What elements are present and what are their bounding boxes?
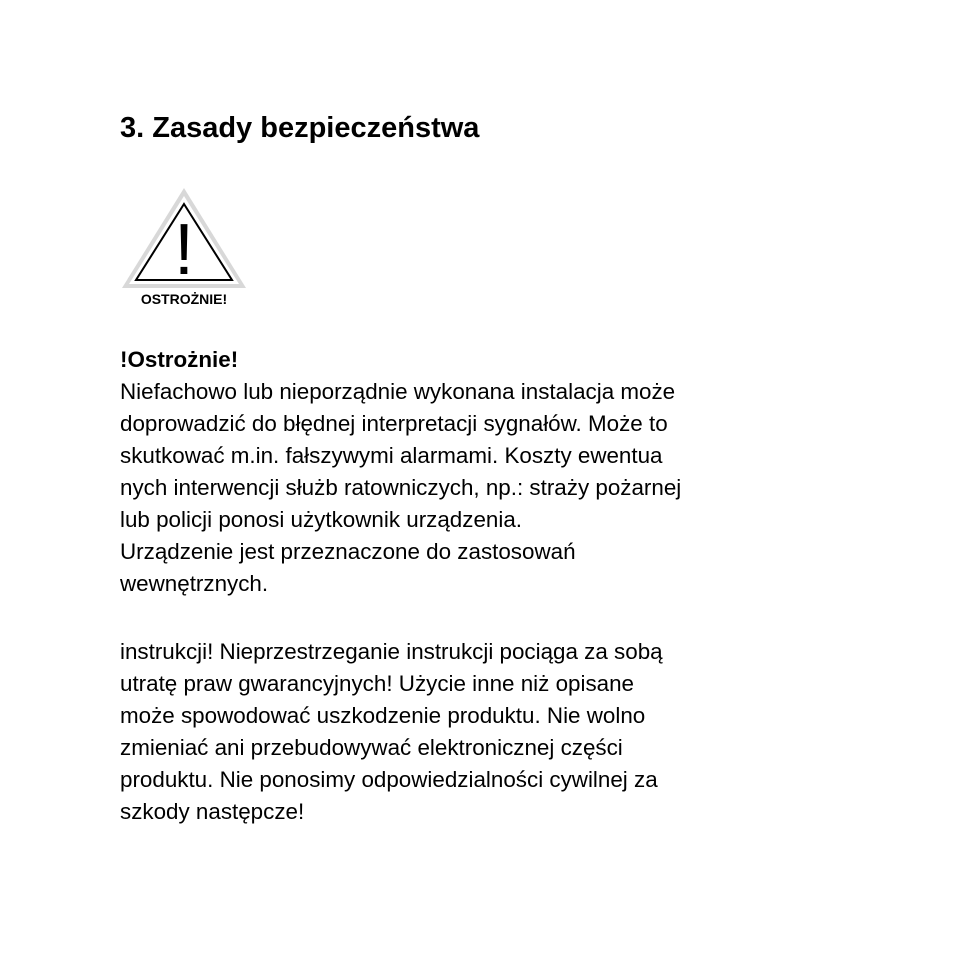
section-heading: 3. Zasady bezpieczeństwa [120,112,480,144]
caution-line: wewnętrznych. [120,571,269,596]
caution-line: Niefachowo lub nieporządnie wykonana instalacja może [120,379,676,404]
instructions-line: może spowodować uszkodzenie produktu. Nie wolno [120,703,646,728]
warning-sign [120,186,248,316]
instructions-line: szkody następcze! [120,799,305,824]
caution-title: !Ostrożnie! [120,347,239,372]
caution-line: nych interwencji służb ratowniczych, np.: straży pożarnej [120,475,682,500]
instructions-line: produktu. Nie ponosimy odpowiedzialności cywilnej za [120,767,658,792]
warning-label: OSTROŻNIE! [140,291,228,307]
instructions-line: utratę praw gwarancyjnych! Użycie inne niż opisane [120,671,635,696]
exclamation-mark: ! [173,210,195,290]
warning-triangle-icon [120,186,248,290]
caution-line: Urządzenie jest przeznaczone do zastosowań [120,539,576,564]
caution-line: doprowadzić do błędnej interpretacji sygnałów. Może to [120,411,668,436]
caution-block [120,344,840,600]
instructions-block [120,636,840,828]
instructions-line: instrukcji! Nieprzestrzeganie instrukcji pociąga za sobą [120,639,663,664]
caution-line: lub policji ponosi użytkownik urządzenia. [120,507,523,532]
instructions-line: zmieniać ani przebudowywać elektronicznej części [120,735,623,760]
caution-line: skutkować m.in. fałszywymi alarmami. Koszty ewentua [120,443,663,468]
